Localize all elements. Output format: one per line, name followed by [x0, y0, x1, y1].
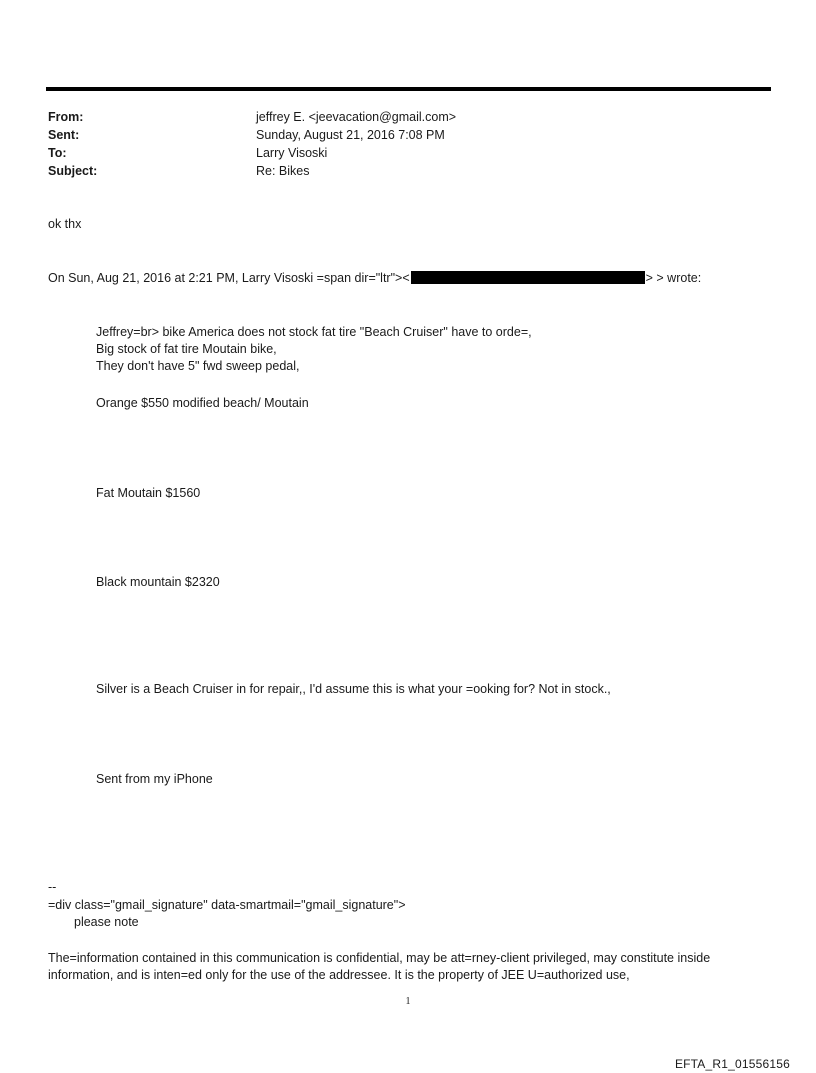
quote-intro-end: > > wrote:: [645, 271, 702, 285]
to-label: To:: [48, 146, 67, 160]
to-value: Larry Visoski: [256, 146, 328, 160]
redaction-bar: [411, 271, 645, 284]
header-rule: [46, 87, 771, 91]
quoted-sent-from: Sent from my iPhone: [96, 772, 213, 786]
please-note: please note: [74, 915, 139, 929]
sent-value: Sunday, August 21, 2016 7:08 PM: [256, 128, 445, 142]
quote-intro: [48, 270, 701, 287]
sent-label: Sent:: [48, 128, 80, 142]
from-value: jeffrey E. <jeevacation@gmail.com>: [256, 110, 457, 124]
bates-number: EFTA_R1_01556156: [674, 1057, 790, 1071]
subject-label: Subject:: [48, 164, 98, 178]
page-number: 1: [405, 996, 411, 1007]
quoted-silver: Silver is a Beach Cruiser in for repair,, I'd assume this is what your =ooking for? Not in stock.,: [96, 682, 611, 696]
quoted-fat: Fat Moutain $1560: [96, 486, 201, 500]
reply-text: ok thx: [48, 217, 82, 231]
quoted-orange: Orange $550 modified beach/ Moutain: [96, 396, 309, 410]
quoted-line-1: Jeffrey=br> bike America does not stock fat tire "Beach Cruiser" have to orde=,: [96, 325, 532, 339]
signature-dashes: --: [48, 880, 57, 894]
confidentiality-notice: The=information contained in this communication is confidential, may be att=rney-client privileged, may constitute inside information, and is inten=ed only for the use of the addressee. It is the property of JEE U=authorized use,: [48, 951, 711, 982]
quoted-line-2: Big stock of fat tire Moutain bike,: [96, 342, 277, 356]
signature-div: =div class="gmail_signature" data-smartmail="gmail_signature">: [48, 898, 406, 912]
quoted-line-3: They don't have 5" fwd sweep pedal,: [96, 359, 300, 373]
quoted-black: Black mountain $2320: [96, 575, 220, 589]
from-label: From:: [48, 110, 84, 124]
subject-value: Re: Bikes: [256, 164, 310, 178]
quote-intro-start: On Sun, Aug 21, 2016 at 2:21 PM, Larry Visoski =span dir="ltr"><: [48, 271, 410, 285]
